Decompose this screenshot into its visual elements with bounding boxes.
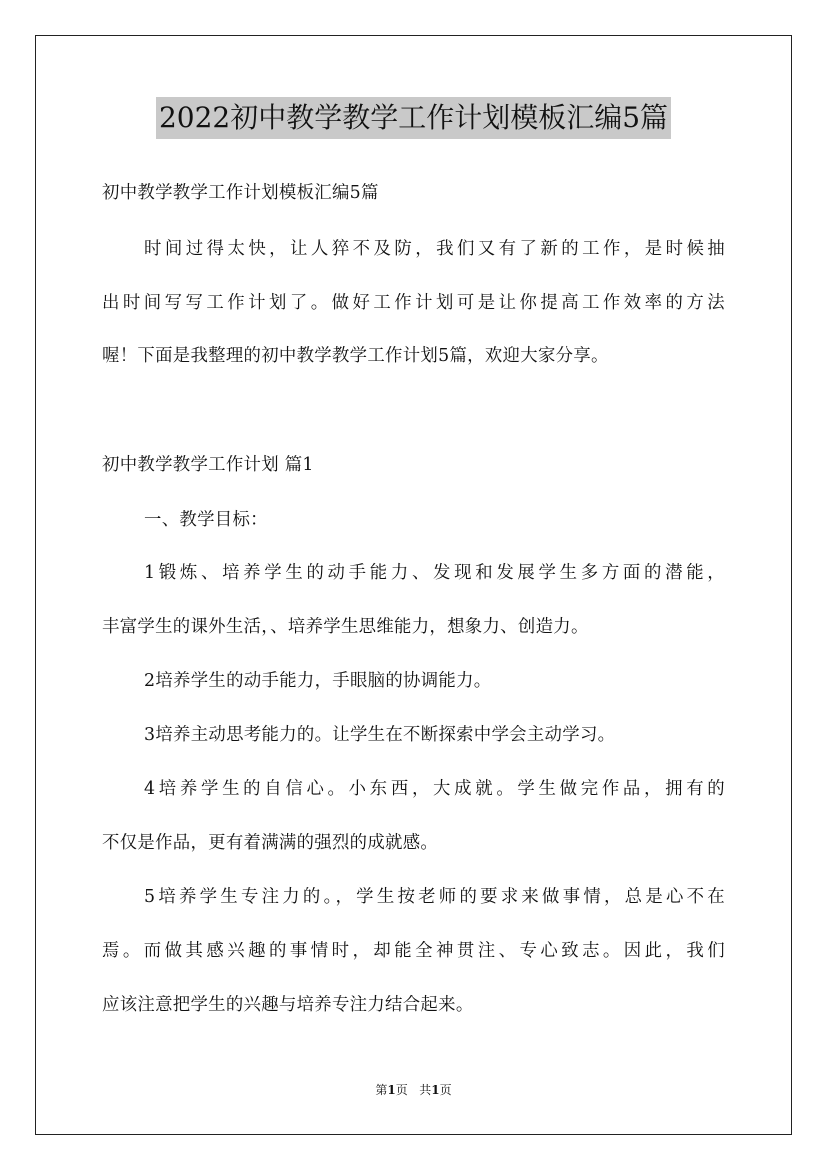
footer-page-prefix: 第: [375, 1083, 388, 1097]
section-heading: 初中教学教学工作计划 篇1: [102, 455, 314, 475]
item-2-line-1: 2培养学生的动手能力，手眼脑的协调能力。: [144, 671, 492, 691]
item-3-line-1: 3培养主动思考能力的。让学生在不断探索中学会主动学习。: [144, 725, 616, 745]
document-title: 2022初中教学教学工作计划模板汇编5篇: [156, 97, 671, 139]
intro-line-2: 出时间写写工作计划了。做好工作计划可是让你提高工作效率的方法: [102, 293, 725, 313]
title-container: [0, 97, 827, 139]
item-4-line-1: 4培养学生的自信心。小东西，大成就。学生做完作品，拥有的: [144, 779, 725, 799]
footer-total-prefix: 共: [419, 1083, 432, 1097]
intro-line-3: 喔！下面是我整理的初中教学教学工作计划5篇，欢迎大家分享。: [102, 346, 609, 366]
item-5-line-2: 焉。而做其感兴趣的事情时，却能全神贯注、专心致志。因此，我们: [102, 941, 725, 961]
item-4-line-2: 不仅是作品，更有着满满的强烈的成就感。: [102, 833, 439, 853]
footer-page-current: 1: [387, 1083, 396, 1097]
footer-page-total: 1: [431, 1083, 440, 1097]
item-5-line-3: 应该注意把学生的兴趣与培养专注力结合起来。: [102, 995, 474, 1015]
intro-line-1: 时间过得太快，让人猝不及防，我们又有了新的工作，是时候抽: [144, 239, 725, 259]
footer-page-suffix: 页: [395, 1083, 408, 1097]
objectives-heading: 一、教学目标：: [144, 510, 268, 530]
document-subtitle: 初中教学教学工作计划模板汇编5篇: [102, 183, 379, 203]
item-1-line-1: 1锻炼、培养学生的动手能力、发现和发展学生多方面的潜能，: [144, 563, 725, 583]
footer-total-suffix: 页: [439, 1083, 452, 1097]
item-5-line-1: 5培养学生专注力的。，学生按老师的要求来做事情，总是心不在: [144, 887, 725, 907]
page-footer: [0, 1082, 827, 1098]
item-1-line-2: 丰富学生的课外生活，、培养学生思维能力，想象力、创造力。: [102, 617, 589, 637]
